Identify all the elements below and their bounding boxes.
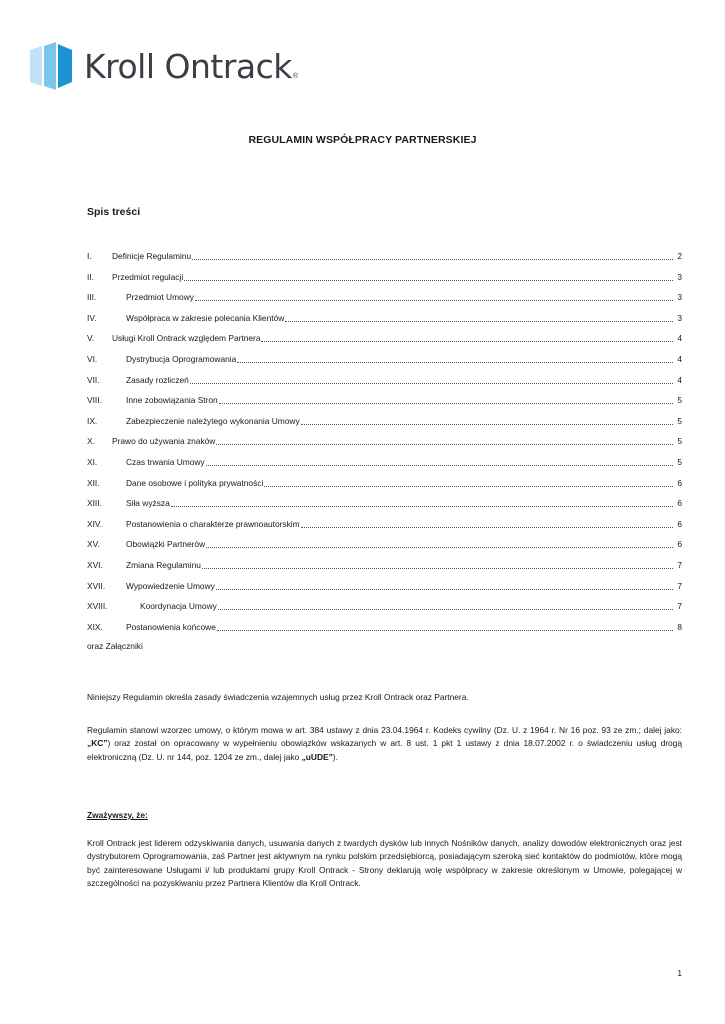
toc-dot-leader <box>261 332 673 342</box>
toc-dot-leader <box>190 374 673 384</box>
toc-entry-number: XI. <box>87 456 98 467</box>
toc-entry[interactable] <box>87 332 682 353</box>
toc-entry-page: 3 <box>677 292 682 303</box>
toc-entry-number: I. <box>87 251 92 261</box>
toc-entry[interactable] <box>87 374 682 395</box>
p2-text-b: ) oraz został on opracowany w wypełnieniu obowiązków wskazanych w art. 8 ust. 1 pkt 1 ustawy z dnia 18.07.2002 r. o świadczeniu usług drogą elektroniczną (Dz. U. nr 144, poz. 1204 ze zm., dalej jako <box>87 738 682 762</box>
toc-entry-page: 6 <box>677 477 682 488</box>
toc-entry[interactable] <box>87 580 682 601</box>
toc-entry-number: IX. <box>87 415 98 426</box>
toc-entry-title: Zmiana Regulaminu <box>126 559 201 570</box>
toc-entry-number: III. <box>87 292 97 303</box>
toc-dot-leader <box>206 456 673 466</box>
p2-text-a: Regulamin stanowi wzorzec umowy, o którym mowa w art. 384 ustawy z dnia 23.04.1964 r. Kodeks cywilny (Dz. U. z 1964 r. Nr 16 poz. 93 ze zm.; dalej jako: <box>87 725 682 735</box>
toc-entry-number: V. <box>87 333 95 344</box>
toc-entry-page: 7 <box>677 601 682 612</box>
toc-entry-title: Wypowiedzenie Umowy <box>126 580 215 591</box>
toc-entry-page: 5 <box>677 436 682 447</box>
toc-entry-title: Współpraca w zakresie polecania Klientów <box>126 312 285 323</box>
toc-entry-title: Zabezpieczenie należytego wykonania Umowy <box>126 415 300 426</box>
toc-entry[interactable] <box>87 435 682 456</box>
toc-entry[interactable] <box>87 271 682 292</box>
toc-dot-leader <box>202 559 673 569</box>
toc-dot-leader <box>285 312 673 322</box>
table-of-contents <box>87 250 682 641</box>
toc-entry-page: 6 <box>677 498 682 509</box>
toc-dot-leader <box>217 621 673 631</box>
toc-entry-number: XV. <box>87 539 100 550</box>
toc-dot-leader <box>219 394 673 404</box>
toc-dot-leader <box>218 600 673 610</box>
attachments-note: oraz Załączniki <box>87 641 143 651</box>
logo-mark-icon <box>30 42 76 90</box>
toc-entry-page: 2 <box>677 251 682 261</box>
toc-entry-page: 4 <box>677 353 682 364</box>
toc-dot-leader <box>216 435 673 445</box>
toc-dot-leader <box>192 250 673 260</box>
toc-entry-number: X. <box>87 436 95 447</box>
toc-entry-title: Przedmiot Umowy <box>126 292 194 303</box>
toc-dot-leader <box>206 538 673 548</box>
toc-entry-title: Postanowienia o charakterze prawnoautorskim <box>126 518 300 529</box>
toc-entry-number: IV. <box>87 312 97 323</box>
toc-dot-leader <box>216 580 673 590</box>
toc-entry-page: 5 <box>677 415 682 426</box>
toc-entry[interactable] <box>87 477 682 498</box>
toc-entry[interactable] <box>87 600 682 621</box>
toc-entry-title: Definicje Regulaminu <box>112 251 192 261</box>
toc-entry-title: Dystrybucja Oprogramowania <box>126 353 237 364</box>
toc-entry-number: VI. <box>87 353 98 364</box>
toc-entry-page: 5 <box>677 456 682 467</box>
toc-entry-page: 8 <box>677 621 682 632</box>
toc-dot-leader <box>237 353 673 363</box>
toc-entry[interactable] <box>87 394 682 415</box>
toc-entry-page: 4 <box>677 333 682 344</box>
toc-entry-number: XVII. <box>87 580 106 591</box>
toc-entry-number: XII. <box>87 477 100 488</box>
toc-entry[interactable] <box>87 291 682 312</box>
document-title: REGULAMIN WSPÓŁPRACY PARTNERSKIEJ <box>248 134 477 146</box>
toc-entry[interactable] <box>87 559 682 580</box>
toc-entry-page: 7 <box>677 559 682 570</box>
registered-mark: ® <box>292 73 299 80</box>
toc-entry[interactable] <box>87 518 682 539</box>
toc-entry-page: 3 <box>677 271 682 282</box>
toc-entry-title: Postanowienia końcowe <box>126 621 216 632</box>
toc-entry-title: Przedmiot regulacji <box>112 271 184 282</box>
page-number: 1 <box>677 968 682 978</box>
toc-entry-number: VIII. <box>87 395 102 406</box>
whereas-paragraph: Kroll Ontrack jest liderem odzyskiwania danych, usuwania danych z twardych dysków lub innych Nośników danych, analizy dowodów elektronicznych oraz jest dystrybutorem Oprogramowania, zaś Partner jest aktywnym na rynku polskim przedsiębiorcą, posiadającym szeroką sieć kontaktów do podmiotów, które mogą być zainteresowane Usługami i/ lub produktami grupy Kroll Ontrack - Strony deklarują wolę współpracy w zakresie określonym w Umowie, polegającej w szczególności na pozyskiwaniu przez Partnera Klientów dla Kroll Ontrack. <box>87 838 682 889</box>
toc-entry[interactable] <box>87 250 682 271</box>
toc-entry-title: Inne zobowiązania Stron <box>126 395 218 406</box>
kroll-ontrack-logo <box>30 42 298 90</box>
toc-entry-page: 4 <box>677 374 682 385</box>
toc-entry-number: XVI. <box>87 559 103 570</box>
toc-entry[interactable] <box>87 415 682 436</box>
toc-entry-number: XIV. <box>87 518 103 529</box>
toc-entry-title: Koordynacja Umowy <box>140 601 217 612</box>
toc-entry-title: Dane osobowe i polityka prywatności <box>126 477 264 488</box>
toc-entry-page: 5 <box>677 395 682 406</box>
intro-paragraph: Niniejszy Regulamin określa zasady świadczenia wzajemnych usług przez Kroll Ontrack oraz Partnera. <box>87 692 469 702</box>
logo-text: Kroll Ontrack <box>84 46 292 86</box>
toc-entry-number: II. <box>87 271 94 282</box>
toc-entry-page: 7 <box>677 580 682 591</box>
toc-entry-number: XIX. <box>87 621 103 632</box>
toc-dot-leader <box>301 415 673 425</box>
toc-entry[interactable] <box>87 538 682 559</box>
kc-term: „KC” <box>87 738 108 749</box>
toc-entry[interactable] <box>87 312 682 333</box>
toc-entry[interactable] <box>87 353 682 374</box>
toc-entry-title: Siła wyższa <box>126 498 170 509</box>
toc-entry-title: Zasady rozliczeń <box>126 374 189 385</box>
toc-dot-leader <box>195 291 673 301</box>
whereas-heading: Zważywszy, że: <box>87 810 148 820</box>
toc-entry-title: Czas trwania Umowy <box>126 456 205 467</box>
toc-entry[interactable] <box>87 497 682 518</box>
toc-entry-page: 6 <box>677 518 682 529</box>
toc-entry-number: VII. <box>87 374 100 385</box>
toc-dot-leader <box>264 477 673 487</box>
toc-entry-title: Obowiązki Partnerów <box>126 539 206 550</box>
toc-entry-page: 3 <box>677 312 682 323</box>
toc-entry-number: XIII. <box>87 498 102 509</box>
toc-heading: Spis treści <box>87 206 141 218</box>
toc-dot-leader <box>171 497 673 507</box>
toc-dot-leader <box>301 518 673 528</box>
toc-entry-number: XVIII. <box>87 601 108 612</box>
toc-entry[interactable] <box>87 456 682 477</box>
toc-dot-leader <box>184 271 673 281</box>
toc-entry-title: Usługi Kroll Ontrack względem Partnera <box>112 333 261 344</box>
legal-basis-paragraph <box>87 724 682 764</box>
toc-entry-title: Prawo do używania znaków <box>112 436 216 447</box>
toc-entry-page: 6 <box>677 539 682 550</box>
uude-term: „uUDE” <box>301 751 333 762</box>
p2-text-c: ). <box>332 751 338 762</box>
toc-entry[interactable] <box>87 621 682 642</box>
